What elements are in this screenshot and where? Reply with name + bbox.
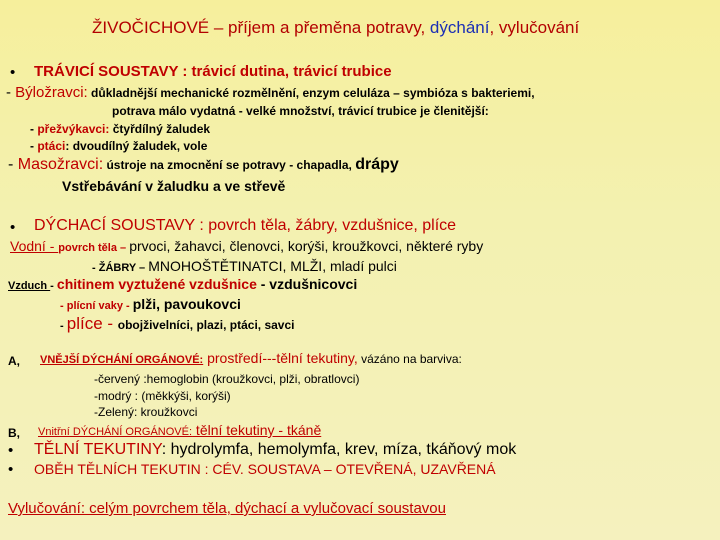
water-label: Vodní - [10, 238, 59, 254]
air-text: chitinem vyztužené vzdušnice [56, 276, 257, 292]
ruminants-label: přežvýkavci: [37, 122, 110, 136]
internal-label: Vnitřní DÝCHÁNÍ ORGÁNOVÉ: [38, 426, 193, 438]
bullet-icon: • [8, 461, 14, 478]
dash: - [6, 84, 16, 101]
carnivores-line: - Masožravci: ústroje na zmocnění se potravy - chapadla, drápy [8, 156, 399, 173]
dash: - [60, 320, 67, 332]
herbivores-text: důkladnější mechanické rozmělnění, enzym celuláza – symbióza s bakteriemi, [87, 86, 535, 100]
dash: - [50, 280, 57, 292]
birds-text: : dvoudílný žaludek, vole [65, 139, 208, 153]
internal-text: tělní tekutiny - tkáně [192, 422, 322, 438]
lungs-text: obojživelníci, plazi, ptáci, savci [117, 318, 295, 332]
carnivores-text: ústroje na zmocnění se potravy - chapadla, [103, 158, 356, 172]
internal-line [38, 422, 321, 440]
lungsacs-text: plži, pavoukovci [132, 296, 241, 312]
carnivores-label: Masožravci: [17, 156, 104, 173]
fluids-label: TĚLNÍ TEKUTINY [34, 441, 162, 458]
water-small: povrch těla – [58, 242, 130, 254]
water-text: prvoci, žahavci, členovci, korýši, kroužkovci, některé ryby [129, 238, 484, 254]
excretion-text: Vylučování: celým povrchem těla, dýchací a vylučovací soustavou [8, 500, 446, 517]
herbivores-label: Býložravci: [15, 84, 88, 101]
title-part: ŽIVOČICHOVÉ – příjem a přeměna potravy, [92, 18, 430, 37]
pigment-blue: -modrý : (měkkýši, korýši) [94, 389, 231, 403]
circulation-text: OBĚH TĚLNÍCH TEKUTIN : CÉV. SOUSTAVA – OTEVŘENÁ, UZAVŘENÁ [34, 461, 496, 477]
bullet-icon: • [8, 442, 14, 459]
herbivores-line [6, 84, 535, 102]
gills-line [92, 258, 397, 276]
external-label: VNĚJŠÍ DÝCHÁNÍ ORGÁNOVÉ: [40, 354, 204, 366]
water-line [10, 238, 483, 256]
pigment-red: -červený :hemoglobin (kroužkovci, plži, obratlovci) [94, 372, 360, 386]
herbivores-text-cont: potrava málo vydatná - velké množství, trávicí trubice je členitější: [112, 104, 489, 118]
dash: - [102, 314, 118, 333]
fluids-text: : hydrolymfa, hemolymfa, krev, míza, tkáňový mok [161, 441, 517, 458]
fluids-line [34, 441, 516, 459]
pigment-green: -Zelený: kroužkovci [94, 405, 198, 419]
gills-small: - ŽÁBRY – [92, 262, 149, 274]
lungsacs-line [60, 296, 241, 314]
external-line [40, 350, 462, 368]
external-marker: A, [8, 354, 20, 368]
air-line [8, 276, 357, 294]
internal-marker: B, [8, 426, 20, 440]
air-after: - vzdušnicovci [256, 276, 358, 292]
external-text: prostředí---tělní tekutiny, [203, 350, 358, 366]
absorption-text: Vstřebávání v žaludku a ve střevě [62, 178, 286, 194]
birds-line: - ptáci: dvoudílný žaludek, vole [30, 139, 208, 153]
lungsacs-small: - plícní vaky - [60, 300, 133, 312]
digestive-heading: TRÁVICÍ SOUSTAVY : trávicí dutina, trávicí trubice [34, 63, 392, 80]
page-title [92, 18, 579, 38]
birds-label: ptáci [37, 139, 66, 153]
title-part: , vylučování [489, 18, 580, 37]
bullet-icon: • [10, 64, 16, 81]
carnivores-text-big: drápy [355, 156, 399, 173]
external-suffix: vázáno na barviva: [357, 352, 462, 366]
gills-text: MNOHOŠTĚTINATCI, MLŽI, mladí pulci [148, 258, 397, 274]
air-label: Vzduch [8, 280, 51, 292]
bullet-icon: • [10, 219, 16, 236]
title-breathing: dýchání [429, 18, 490, 37]
ruminants-line: - přežvýkavci: čtyřdílný žaludek [30, 122, 211, 136]
ruminants-text: čtyřdílný žaludek [109, 122, 211, 136]
lungs-line [60, 314, 295, 334]
respiratory-heading: DÝCHACÍ SOUSTAVY : povrch těla, žábry, vzdušnice, plíce [34, 217, 457, 234]
lungs-word: plíce [66, 314, 103, 333]
